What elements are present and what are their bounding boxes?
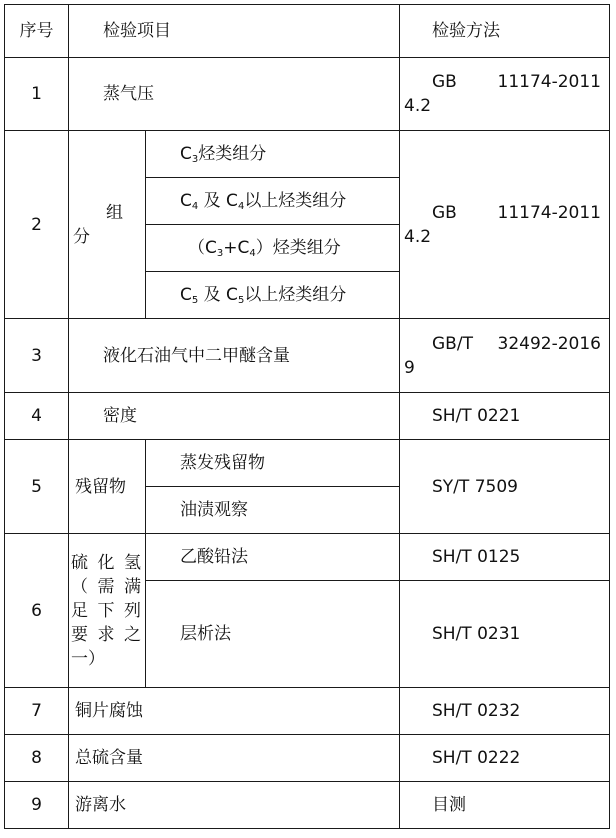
row-item-part: 组	[106, 202, 123, 223]
row-method	[400, 131, 610, 319]
sub-item: $C_4$ 及 $C_4$以上烃类组分	[146, 178, 400, 225]
sub-item: 层析法	[146, 581, 400, 688]
row-no: 8	[5, 735, 69, 782]
header-item: 检验项目	[69, 5, 400, 58]
method-code: GB	[432, 202, 457, 223]
sub-item: $C_5$ 及 $C_5$以上烃类组分	[146, 272, 400, 319]
table-row	[5, 58, 610, 131]
row-method	[400, 58, 610, 131]
row-no: 7	[5, 688, 69, 735]
method-code: GB	[432, 72, 457, 92]
method-number: 32492-2016	[497, 333, 601, 354]
inspection-table	[4, 4, 610, 829]
sub-item: 乙酸铅法	[146, 534, 400, 581]
table-row	[5, 131, 610, 178]
row-item: 总硫含量	[69, 735, 400, 782]
sub-item: 蒸发残留物	[146, 440, 400, 487]
row-item-group	[69, 131, 146, 319]
row-item: 游离水	[69, 782, 400, 829]
row-method: SH/T 0231	[400, 581, 610, 688]
row-item: 残留物	[69, 440, 146, 534]
method-clause: 4.2	[404, 226, 432, 247]
row-method: SH/T 0232	[400, 688, 610, 735]
method-clause: 9	[404, 357, 415, 378]
row-no: 6	[5, 534, 69, 688]
table-row	[5, 393, 610, 440]
row-item-part: 分	[73, 226, 90, 247]
row-item-line: 要求之	[71, 624, 141, 645]
row-method: 目测	[400, 782, 610, 829]
row-item-line: 一）	[71, 648, 105, 669]
row-method	[400, 319, 610, 393]
row-item: 蒸气压	[69, 58, 400, 131]
table-row	[5, 782, 610, 829]
row-item-line: （需满	[71, 576, 141, 597]
sub-item: 油渍观察	[146, 487, 400, 534]
table-row	[5, 688, 610, 735]
sub-item: $(C_3+C_4)$烃类组分	[146, 225, 400, 272]
row-item: 液化石油气中二甲醚含量	[69, 319, 400, 393]
header-no: 序号	[5, 5, 69, 58]
row-no: 2	[5, 131, 69, 319]
header-method: 检验方法	[400, 5, 610, 58]
table-row	[5, 319, 610, 393]
row-no: 4	[5, 393, 69, 440]
row-item-line: 硫化氢	[71, 552, 141, 573]
table-header-row	[5, 5, 610, 58]
row-no: 1	[5, 58, 69, 131]
row-item: 密度	[69, 393, 400, 440]
row-item	[69, 534, 146, 688]
table-row	[5, 534, 610, 581]
sub-item: $C_3$烃类组分	[146, 131, 400, 178]
row-no: 9	[5, 782, 69, 829]
method-clause: 4.2	[404, 96, 432, 116]
row-method: SH/T 0222	[400, 735, 610, 782]
method-number: 11174-2011	[497, 202, 601, 223]
row-method: SH/T 0221	[400, 393, 610, 440]
row-item-line: 足下列	[71, 600, 141, 621]
row-item: 铜片腐蚀	[69, 688, 400, 735]
row-method: SH/T 0125	[400, 534, 610, 581]
row-no: 3	[5, 319, 69, 393]
table-row	[5, 440, 610, 487]
row-no: 5	[5, 440, 69, 534]
row-method: SY/T 7509	[400, 440, 610, 534]
method-number: 11174-2011	[497, 72, 601, 92]
method-code: GB/T	[432, 333, 473, 354]
table-row	[5, 735, 610, 782]
